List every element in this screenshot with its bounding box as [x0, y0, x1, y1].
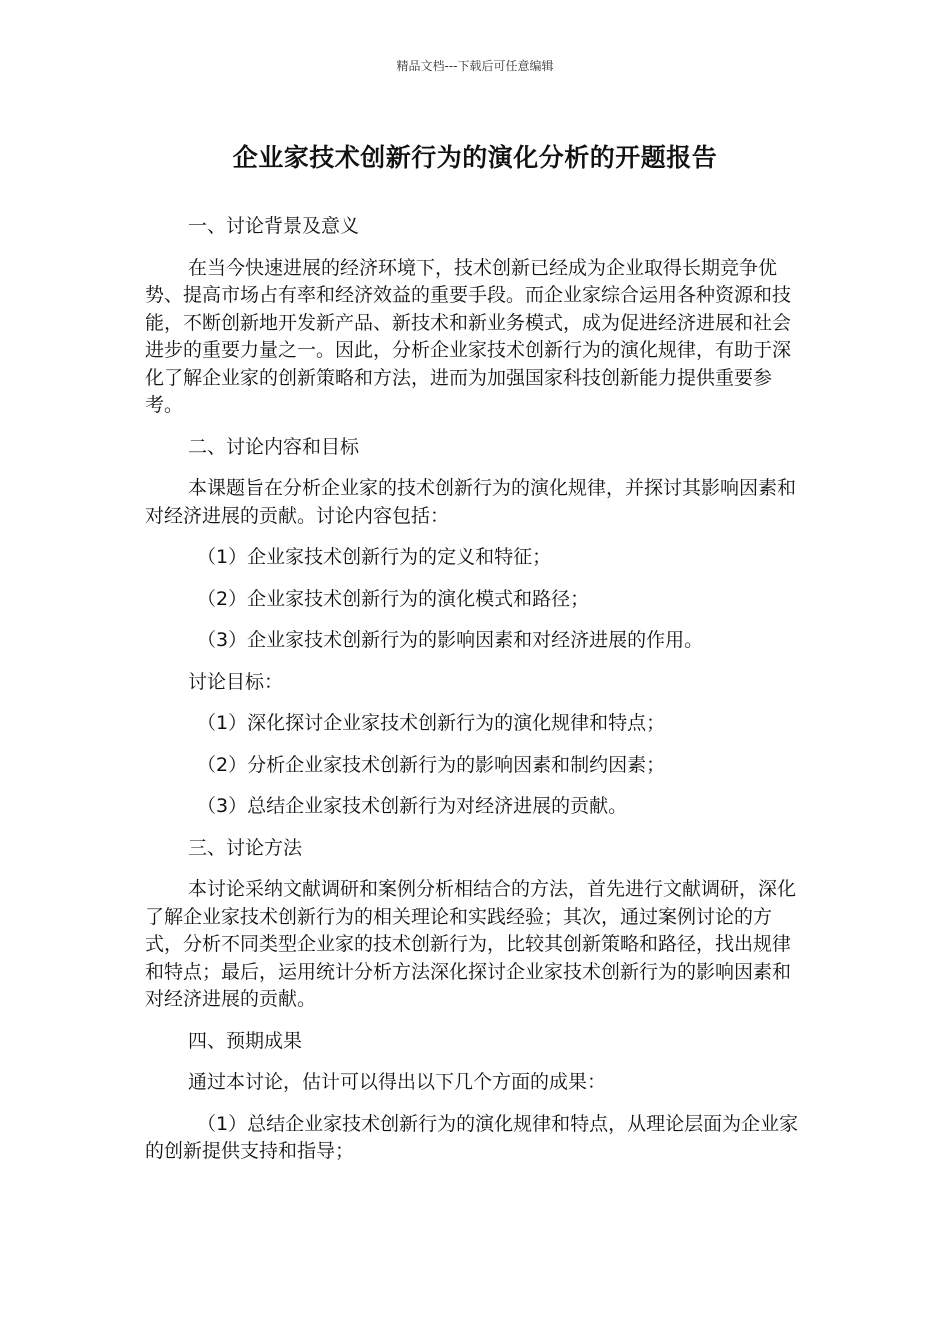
paragraph-background: 在当今快速进展的经济环境下，技术创新已经成为企业取得长期竞争优势、提高市场占有率和经济效益的重要手段。而企业家综合运用各种资源和技能，不断创新地开发新产品、新技术和新业务模式，成为促进经济进展和社会进步的重要力量之一。因此，分析企业家技术创新行为的演化规律，有助于深化了解企业家的创新策略和方法，进而为加强国家科技创新能力提供重要参考。 — [145, 256, 792, 416]
header-note: 精品文档---下载后可任意编辑 — [396, 59, 554, 73]
section-heading-background: 一、讨论背景及意义 — [188, 215, 360, 237]
list-item: （1）企业家技术创新行为的定义和特征； — [197, 546, 552, 568]
paragraph-results-intro: 通过本讨论，估计可以得出以下几个方面的成果： — [188, 1071, 607, 1093]
list-item: （2）分析企业家技术创新行为的影响因素和制约因素； — [197, 753, 666, 776]
list-item: （1）深化探讨企业家技术创新行为的演化规律和特点； — [197, 712, 666, 734]
list-item: （2）企业家技术创新行为的演化模式和路径； — [197, 587, 590, 610]
section-heading-results: 四、预期成果 — [188, 1029, 303, 1052]
section-heading-method: 三、讨论方法 — [188, 836, 303, 859]
list-item: （1）总结企业家技术创新行为的演化规律和特点，从理论层面为企业家的创新提供支持和指导； — [145, 1112, 799, 1162]
section-heading-content-goals: 二、讨论内容和目标 — [188, 435, 360, 458]
list-item: （3）总结企业家技术创新行为对经济进展的贡献。 — [197, 795, 628, 817]
document-title: 企业家技术创新行为的演化分析的开题报告 — [232, 143, 718, 172]
paragraph-content-intro: 本课题旨在分析企业家的技术创新行为的演化规律，并探讨其影响因素和对经济进展的贡献。讨论内容包括： — [145, 477, 797, 527]
list-item: （3）企业家技术创新行为的影响因素和对经济进展的作用。 — [197, 629, 704, 651]
goals-label: 讨论目标： — [188, 670, 284, 693]
document-body — [145, 213, 805, 1180]
paragraph-method: 本讨论采纳文献调研和案例分析相结合的方法，首先进行文献调研，深化了解企业家技术创新行为的相关理论和实践经验；其次，通过案例讨论的方式，分析不同类型企业家的技术创新行为，比较其创新策略和路径，找出规律和特点；最后，运用统计分析方法深化探讨企业家技术创新行为的影响因素和对经济进展的贡献。 — [145, 878, 797, 1010]
